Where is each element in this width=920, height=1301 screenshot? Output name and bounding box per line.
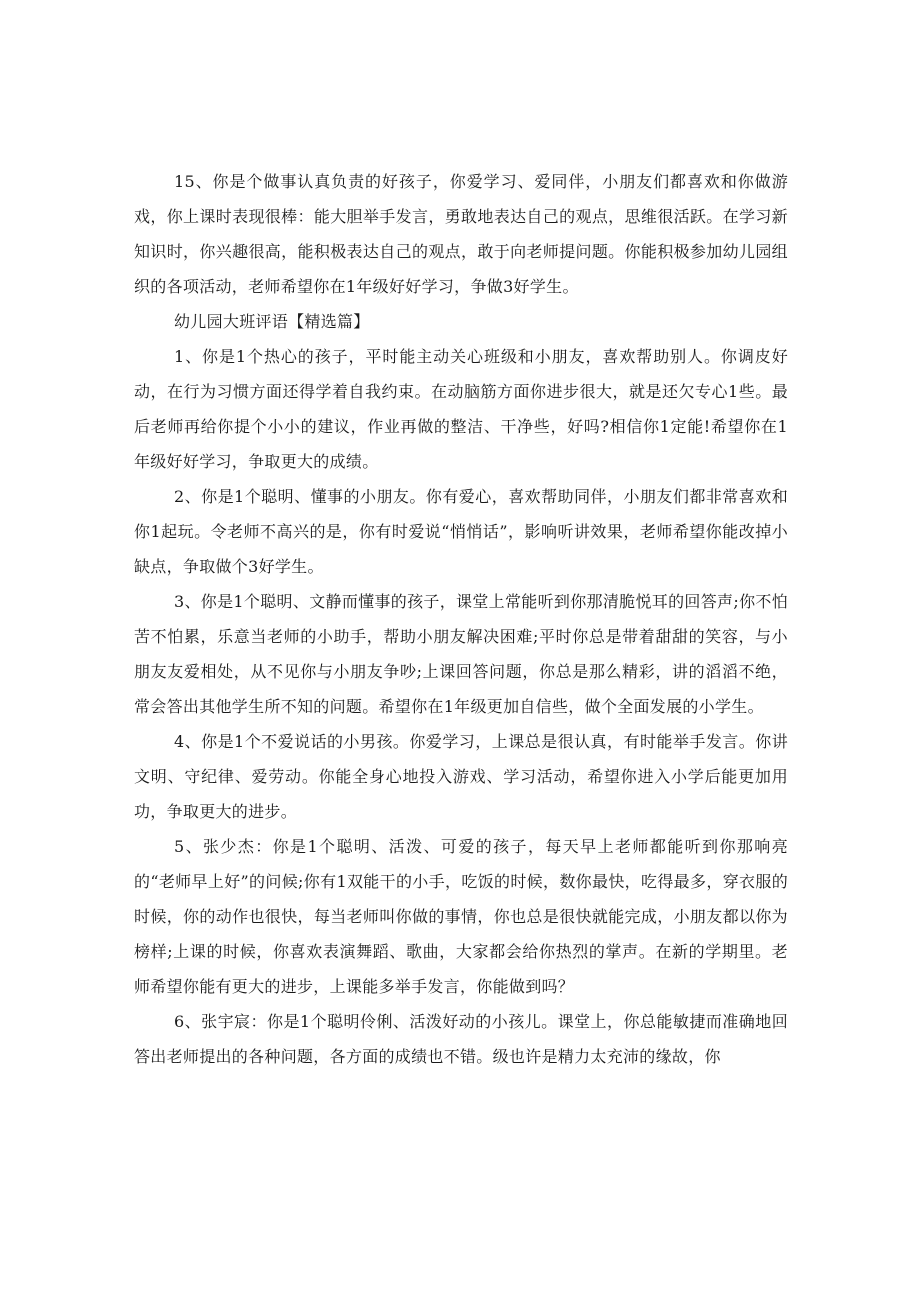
section-heading: 幼儿园大班评语【精选篇】 — [174, 312, 370, 331]
paragraph-15: 15、你是个做事认真负责的好孩子，你爱学习、爱同伴，小朋友们都喜欢和你做游戏，你上课时表现很棒：能大胆举手发言，勇敢地表达自己的观点，思维很活跃。在学习新知识时，你兴趣很高，能积极表达自己的观点，敢于向老师提问题。你能积极参加幼儿园组织的各项活动，老师希望你在1年级好好学习，争做3好学生。 — [134, 172, 788, 296]
paragraph-6: 6、张宇宸：你是1个聪明伶俐、活泼好动的小孩儿。课堂上，你总能敏捷而准确地回答出老师提出的各种问题，各方面的成绩也不错。级也许是精力太充沛的缘故，你 — [134, 1012, 788, 1066]
paragraph-2: 2、你是1个聪明、懂事的小朋友。你有爱心，喜欢帮助同伴，小朋友们都非常喜欢和你1起玩。令老师不高兴的是，你有时爱说“悄悄话”，影响听讲效果，老师希望你能改掉小缺点，争取做个3好学生。 — [134, 487, 788, 576]
paragraph-5: 5、张少杰：你是1个聪明、活泼、可爱的孩子，每天早上老师都能听到你那响亮的“老师早上好”的问候;你有1双能干的小手，吃饭的时候，数你最快，吃得最多，穿衣服的时候，你的动作也很快，每当老师叫你做的事情，你也总是很快就能完成，小朋友都以你为榜样;上课的时候，你喜欢表演舞蹈、歌曲，大家都会给你热烈的掌声。在新的学期里。老师希望你能有更大的进步，上课能多举手发言，你能做到吗？ — [134, 837, 788, 996]
paragraph-3: 3、你是1个聪明、文静而懂事的孩子，课堂上常能听到你那清脆悦耳的回答声;你不怕苦不怕累，乐意当老师的小助手，帮助小朋友解决困难;平时你总是带着甜甜的笑容，与小朋友友爱相处，从不见你与小朋友争吵;上课回答问题，你总是那么精彩，讲的滔滔不绝，常会答出其他学生所不知的问题。希望你在1年级更加自信些，做个全面发展的小学生。 — [134, 592, 788, 716]
paragraph-1: 1、你是1个热心的孩子，平时能主动关心班级和小朋友，喜欢帮助别人。你调皮好动，在行为习惯方面还得学着自我约束。在动脑筋方面你进步很大，就是还欠专心1些。最后老师再给你提个小小的建议，作业再做的整洁、干净些，好吗?相信你1定能!希望你在1年级好好学习，争取更大的成绩。 — [134, 347, 788, 471]
paragraph-4: 4、你是1个不爱说话的小男孩。你爱学习，上课总是很认真，有时能举手发言。你讲文明、守纪律、爱劳动。你能全身心地投入游戏、学习活动，希望你进入小学后能更加用功，争取更大的进步。 — [134, 732, 788, 821]
document-body — [134, 164, 788, 1074]
